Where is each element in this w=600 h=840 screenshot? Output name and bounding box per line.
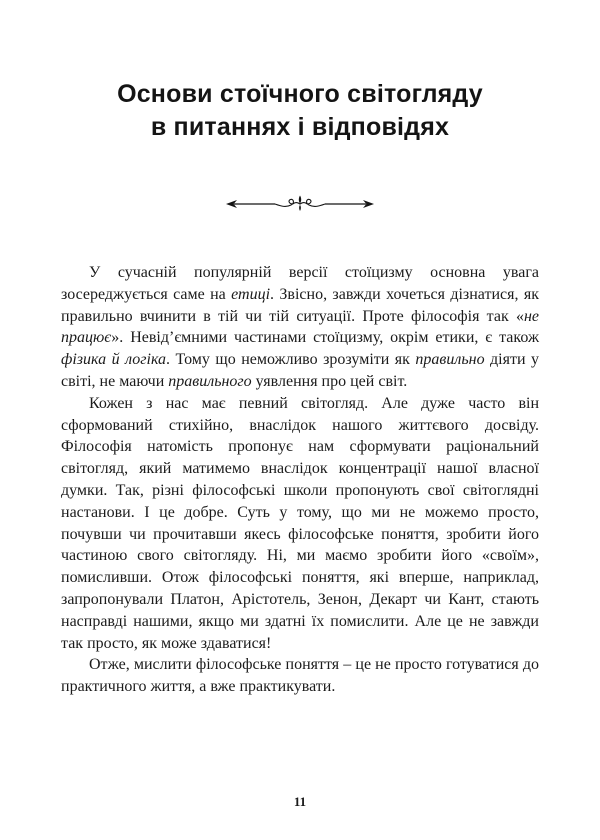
text: . Звісно, завжди хочеться дізнатися, як правильно вчинити в тій чи тій ситуації. Проте філософія так « — [61, 285, 539, 325]
italic-text: правильно — [415, 351, 485, 369]
body-text — [61, 262, 539, 698]
divider-ornament — [0, 192, 600, 216]
paragraph — [61, 393, 539, 655]
text: Отже, мислити філософське поняття – це не просто готуватися до практичного життя, а вже практикувати. — [61, 656, 539, 696]
text: Кожен з нас має певний світогляд. Але дуже часто він сформований стихійно, внаслідок нашого життєвого досвіду. Філософія натомість пропонує нам сформувати раціональний світогляд, який матимемо внаслідок концентрації нашої власної думки. Так, різні філософські школи пропонують свої світоглядні настанови. І це добре. Суть у тому, що ми не можемо просто, почувши чи прочитавши якесь філософське поняття, зробити його частиною свого світогляду. Ні, ми маємо зробити його «своїм», помисливши. Отож філософські поняття, які вперше, наприклад, запропонували Платон, Арістотель, Зенон, Декарт чи Кант, стають насправді нашими, якщо ми здатні їх помислити. Але це не завжди так просто, як може здаватися! — [61, 394, 539, 652]
text: . Тому що неможливо зрозуміти як — [166, 351, 416, 369]
text: У сучасній популярній версії стоїцизму основна увага зосереджується саме на — [61, 264, 539, 303]
text: ». Невід’ємними частинами стоїцизму, окрім етики, є також — [111, 329, 539, 347]
paragraph — [61, 262, 539, 393]
text: уявлення про цей світ. — [251, 372, 408, 390]
italic-text: фізика й логіка — [61, 351, 167, 369]
page-title — [0, 0, 600, 144]
italic-text: етиці — [231, 285, 271, 303]
title-line-1: Основи стоїчного світогляду — [117, 80, 483, 108]
italic-text: правильного — [168, 372, 252, 390]
italic-text: не працює — [61, 307, 539, 347]
page-number: 11 — [293, 794, 307, 809]
title-line-2: в питаннях і відповідях — [150, 113, 450, 141]
text: діяти у світі, не маючи — [61, 351, 540, 390]
paragraph — [61, 654, 539, 698]
flourish-icon — [225, 192, 375, 216]
